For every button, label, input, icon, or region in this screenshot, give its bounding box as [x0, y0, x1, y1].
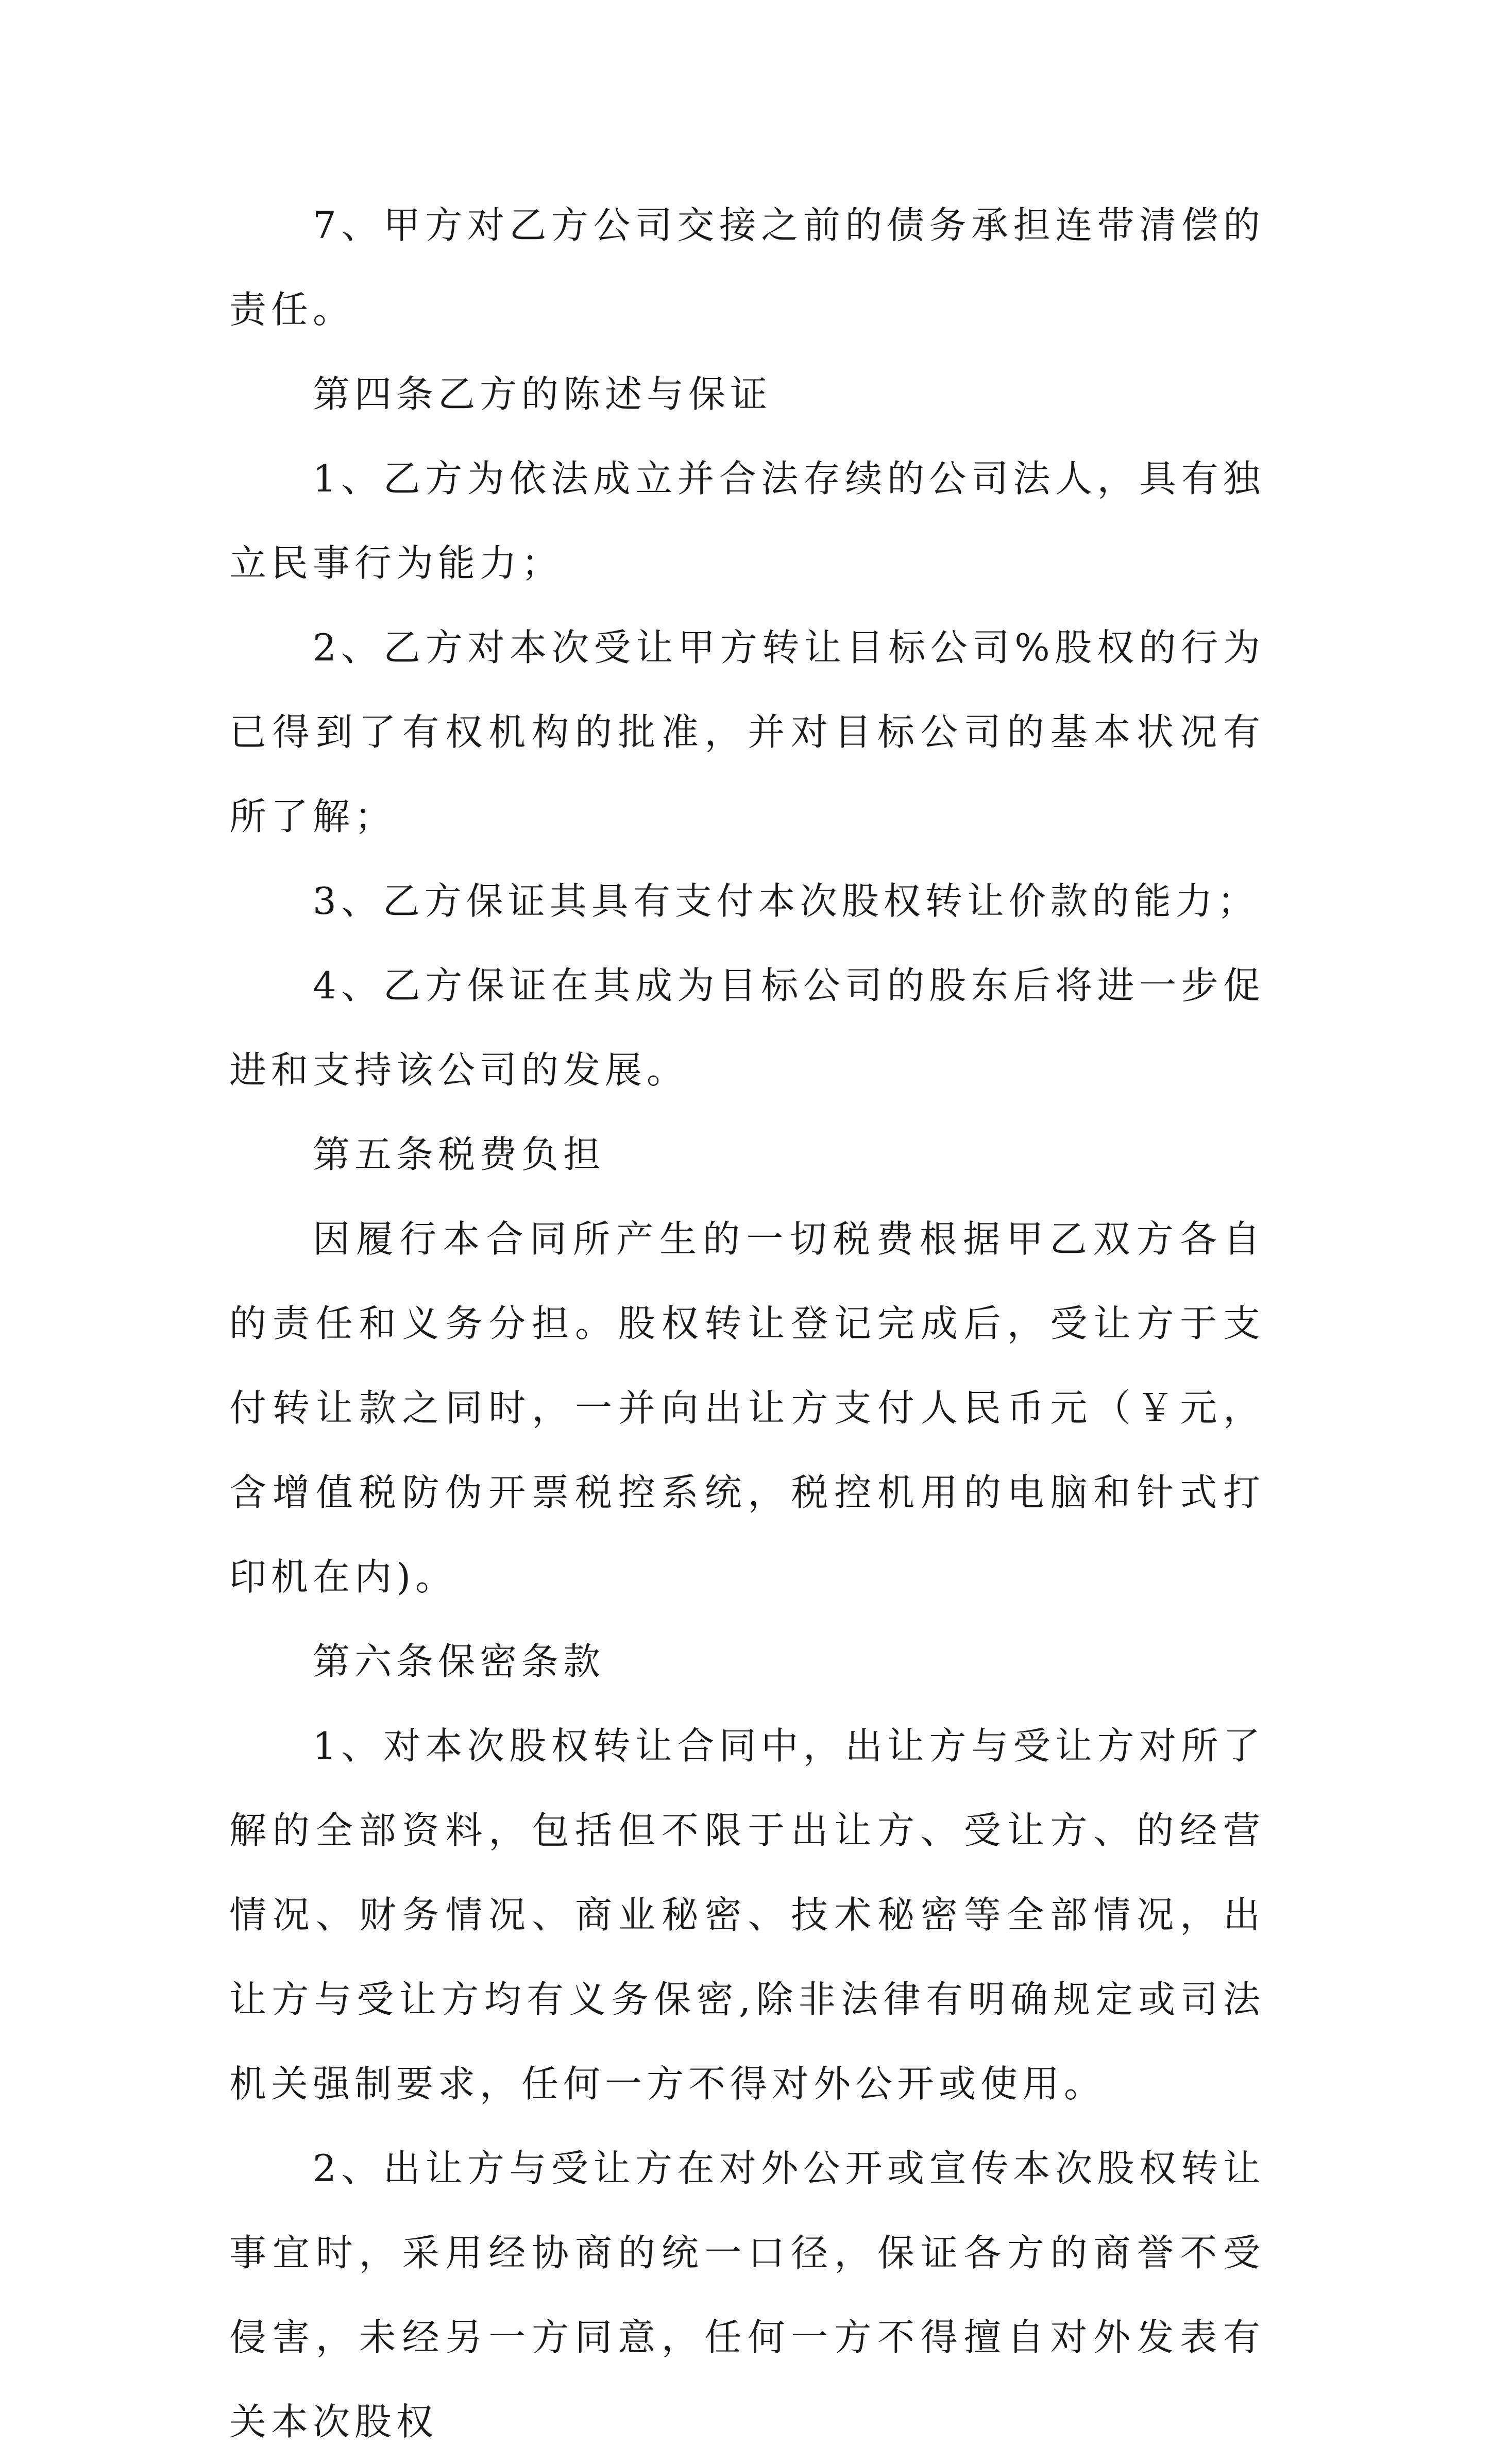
document-body	[229, 183, 1265, 2464]
article-6-item-2: 2、出让方与受让方在对外公开或宣传本次股权转让事宜时，采用经协商的统一口径，保证各方的商誉不受侵害，未经另一方同意，任何一方不得擅自对外发表有关本次股权	[229, 2147, 1265, 2443]
article-4-heading: 第四条乙方的陈述与保证	[313, 372, 772, 416]
article-6-heading: 第六条保密条款	[313, 1640, 605, 1683]
article-6-item-1: 1、对本次股权转让合同中，出让方与受让方对所了解的全部资料，包括但不限于出让方、受让方、的经营情况、财务情况、商业秘密、技术秘密等全部情况，出让方与受让方均有义务保密,除非法律有明确规定或司法机关强制要求，任何一方不得对外公开或使用。	[229, 1724, 1265, 2105]
article-4-item-4: 4、乙方保证在其成为目标公司的股东后将进一步促进和支持该公司的发展。	[229, 964, 1265, 1092]
article-4-item-1: 1、乙方为依法成立并合法存续的公司法人，具有独立民事行为能力；	[229, 457, 1265, 585]
article-5-paragraph: 因履行本合同所产生的一切税费根据甲乙双方各自的责任和义务分担。股权转让登记完成后，受让方于支付转让款之同时，一并向出让方支付人民币元（￥元，含增值税防伪开票税控系统，税控机用的电脑和针式打印机在内)。	[229, 1217, 1265, 1599]
clause-7-paragraph: 7、甲方对乙方公司交接之前的债务承担连带清偿的责任。	[229, 203, 1265, 331]
article-4-item-3: 3、乙方保证其具有支付本次股权转让价款的能力；	[313, 879, 1259, 923]
article-5-heading: 第五条税费负担	[313, 1133, 605, 1176]
article-4-item-2: 2、乙方对本次受让甲方转让目标公司%股权的行为已得到了有权机构的批准，并对目标公司的基本状况有所了解；	[229, 626, 1265, 838]
